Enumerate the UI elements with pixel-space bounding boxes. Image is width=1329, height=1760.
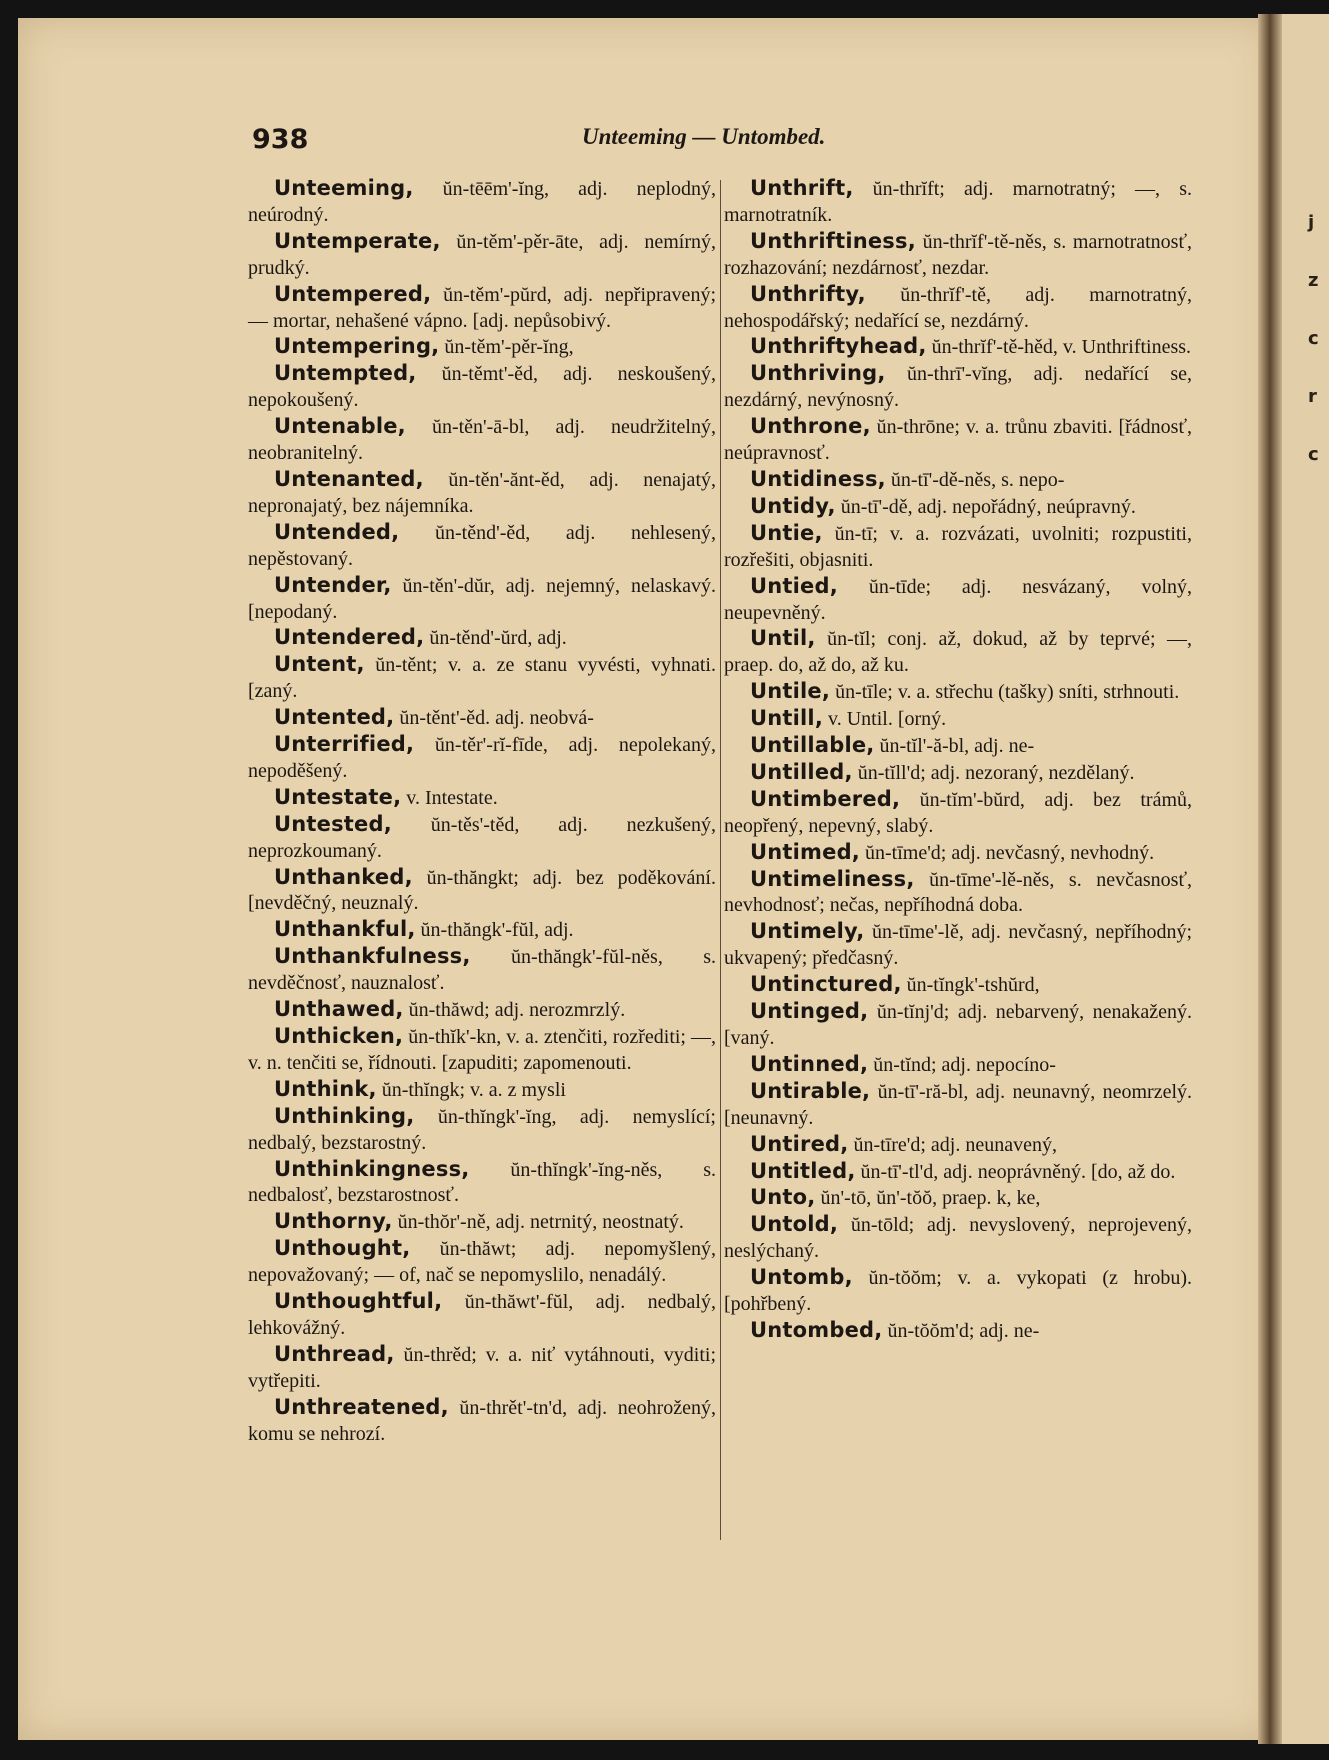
- headword: Untendered,: [274, 625, 425, 650]
- dictionary-entry: [248, 917, 716, 944]
- headword: Unterrified,: [274, 732, 415, 757]
- left-column: [248, 176, 716, 1448]
- entry-definition: ŭn-tīle; v. a. střechu (tašky) sníti, strhnouti.: [835, 681, 1180, 704]
- edge-letter: c: [1308, 444, 1319, 465]
- dictionary-entry: [724, 1132, 1192, 1159]
- dictionary-entry: [724, 999, 1192, 1052]
- entry-definition: ŭn-tīde; adj. nesvázaný, volný, neupevněný.: [724, 575, 1192, 624]
- headword: Untenanted,: [274, 466, 424, 491]
- entry-definition: ŭn-tī'-ră-bl, adj. neunavný, neomrzelý. [neunavný.: [724, 1080, 1193, 1129]
- headword: Untemperate,: [274, 228, 441, 253]
- entry-definition: ŭn-thŏr'-ně, adj. netrnitý, neostnatý.: [397, 1211, 684, 1234]
- entry-definition: ŭn-těm'-pŭrd, adj. nepřipravený; — mortar, nehašené vápno. [adj. nepůsobivý.: [248, 283, 716, 332]
- entry-definition: ŭn-tī; v. a. rozvázati, uvolniti; rozpustiti, rozřešiti, objasniti.: [724, 522, 1192, 571]
- entry-definition: ŭn-tĭl; conj. až, dokud, až by teprvé; —, praep. do, až do, až ku.: [724, 628, 1193, 677]
- headword: Untilled,: [750, 759, 853, 784]
- dictionary-entry: [248, 732, 716, 785]
- entry-definition: ŭn-tīme'-lě, adj. nevčasný, nepříhodný; ukvapený; předčasný.: [724, 921, 1192, 970]
- entry-definition: ŭn-thĭngk'-ĭng-něs, s. nedbalosť, bezstarostnosť.: [248, 1158, 717, 1207]
- dictionary-entry: [724, 176, 1192, 229]
- dictionary-entry: [248, 625, 716, 652]
- headword: Unthankfulness,: [274, 944, 471, 969]
- dictionary-entry: [248, 334, 716, 361]
- dictionary-entry: [248, 652, 716, 705]
- dictionary-entry: [248, 865, 716, 918]
- entry-definition: ŭn-thăngk'-fŭl-něs, s. nevděčnosť, nauznalosť.: [248, 946, 716, 995]
- headword: Unthink,: [274, 1076, 377, 1101]
- headword: Untenable,: [274, 414, 406, 439]
- dictionary-entry: [724, 787, 1192, 840]
- entry-definition: ŭn-tīre'd; adj. neunavený,: [853, 1133, 1057, 1156]
- entry-definition: ŭn-thăwt'-fŭl, adj. nedbalý, lehkovážný.: [248, 1291, 716, 1339]
- dictionary-entry: [248, 520, 716, 573]
- headword: Untestate,: [274, 784, 402, 809]
- dictionary-entry: [248, 997, 716, 1024]
- dictionary-entry: [724, 229, 1192, 282]
- headword: Untinned,: [750, 1051, 869, 1076]
- headword: Unthread,: [274, 1341, 395, 1366]
- headword: Untied,: [750, 573, 838, 598]
- headword: Untended,: [274, 519, 400, 544]
- entry-definition: ŭn-tĭnj'd; adj. nebarvený, nenakažený. [vaný.: [724, 1001, 1192, 1049]
- headword: Unthriving,: [750, 361, 886, 386]
- edge-letter: r: [1308, 386, 1317, 407]
- dictionary-entry: [724, 867, 1192, 920]
- headword: Unthriftyhead,: [750, 334, 927, 359]
- dictionary-entry: [248, 1395, 716, 1448]
- headword: Unthanked,: [274, 864, 413, 889]
- headword: Unthrifty,: [750, 281, 866, 306]
- headword: Unthicken,: [274, 1024, 404, 1048]
- entry-definition: ŭn-thrĭf'-tě-něs, s. marnotratnosť, rozhazování; nezdárnosť, nezdar.: [724, 230, 1193, 279]
- entry-definition: v. Intestate.: [406, 786, 498, 809]
- right-column: [724, 176, 1192, 1345]
- headword: Untold,: [750, 1212, 839, 1237]
- dictionary-entry: [724, 760, 1192, 787]
- headword: Unteeming,: [274, 176, 414, 200]
- dictionary-entry: [248, 1157, 716, 1210]
- headword: Untinged,: [750, 999, 869, 1024]
- headword: Untidy,: [750, 493, 836, 518]
- entry-definition: ŭn-tŏŏm; v. a. vykopati (z hrobu). [pohřbený.: [724, 1267, 1192, 1316]
- entry-definition: ŭn-thrī'-vĭng, adj. nedařící se, nezdárný, nevýnosný.: [724, 363, 1192, 412]
- entry-definition: ŭn-těs'-těd, adj. nezkušený, neprozkoumaný.: [248, 813, 717, 862]
- headword: Untimely,: [750, 919, 865, 944]
- dictionary-entry: [724, 574, 1192, 627]
- headword: Untimeliness,: [750, 866, 915, 891]
- headword: Untinctured,: [750, 972, 902, 997]
- dictionary-entry: [724, 919, 1192, 972]
- dictionary-entry: [724, 282, 1192, 335]
- entry-definition: ŭn-thăwd; adj. nerozmrzlý.: [408, 999, 626, 1022]
- dictionary-entry: [724, 1185, 1192, 1212]
- headword: Untirable,: [750, 1078, 871, 1103]
- entry-definition: ŭn-tēēm'-ĭng, adj. neplodný, neúrodný.: [248, 178, 717, 226]
- headword: Unthinkingness,: [274, 1156, 470, 1181]
- headword: Untempted,: [274, 361, 417, 386]
- dictionary-entry: [724, 494, 1192, 521]
- dictionary-entry: [248, 1236, 716, 1289]
- entry-definition: ŭn-thrĭft; adj. marnotratný; —, s. marnotratník.: [724, 178, 1192, 226]
- headword: Unthreatened,: [274, 1394, 449, 1419]
- dictionary-entry: [248, 812, 716, 865]
- entry-definition: ŭn-těnd'-ěd, adj. nehlesený, nepěstovaný.: [248, 521, 717, 570]
- headword: Unto,: [750, 1185, 816, 1210]
- dictionary-entry: [724, 1212, 1192, 1265]
- entry-definition: ŭn-tōld; adj. nevyslovený, neprojevený, neslýchaný.: [724, 1214, 1192, 1263]
- adjacent-page-edge: [1278, 14, 1329, 1744]
- dictionary-entry: [248, 785, 716, 812]
- adjacent-page-letters: [1308, 194, 1326, 484]
- headword: Untidiness,: [750, 466, 886, 491]
- dictionary-entry: [724, 1265, 1192, 1318]
- entry-definition: ŭn-tīme'd; adj. nevčasný, nevhodný.: [864, 841, 1155, 864]
- entry-definition: ŭn-thăngkt; adj. bez poděkování. [nevděčný, neuznalý.: [248, 866, 716, 915]
- headword: Untented,: [274, 705, 395, 730]
- dictionary-entry: [248, 467, 716, 520]
- book-gutter: [1258, 14, 1282, 1744]
- dictionary-entry: [724, 626, 1192, 679]
- dictionary-entry: [724, 1318, 1192, 1345]
- dictionary-entry: [248, 1289, 716, 1342]
- dictionary-entry: [248, 1209, 716, 1236]
- entry-definition: ŭn-tī'-tl'd, adj. neoprávněný. [do, až do.: [860, 1160, 1176, 1183]
- headword: Untired,: [750, 1131, 849, 1156]
- dictionary-entry: [724, 972, 1192, 999]
- headword: Untender,: [274, 572, 392, 597]
- dictionary-entry: [724, 1079, 1192, 1132]
- edge-letter: j: [1308, 212, 1315, 233]
- dictionary-entry: [724, 733, 1192, 760]
- entry-definition: ŭn-thrĭf'-tě, adj. marnotratný, nehospodářský; nedařící se, nezdárný.: [724, 283, 1192, 332]
- entry-definition: v. Until. [orný.: [828, 708, 947, 731]
- running-head: Unteeming — Untombed.: [582, 124, 826, 149]
- entry-definition: ŭn-tī'-dě, adj. nepořádný, neúpravný.: [840, 495, 1136, 518]
- headword: Untent,: [274, 652, 365, 677]
- dictionary-entry: [248, 229, 716, 282]
- dictionary-entry: [724, 840, 1192, 867]
- entry-definition: ŭn-těmt'-ěd, adj. neskoušený, nepokoušený.: [248, 363, 717, 412]
- entry-definition: ŭn-těnt'-ěd. adj. neobvá-: [399, 707, 594, 730]
- entry-definition: ŭn-těn'-ā-bl, adj. neudržitelný, neobranitelný.: [248, 416, 716, 465]
- entry-definition: ŭn-thrěd; v. a. niť vytáhnouti, vyditi; vytřepiti.: [248, 1343, 717, 1392]
- entry-definition: ŭn-thrět'-tn'd, adj. neohrožený, komu se nehrozí.: [248, 1396, 716, 1445]
- dictionary-entry: [248, 1077, 716, 1104]
- dictionary-entry: [248, 1104, 716, 1157]
- edge-letter: z: [1308, 270, 1319, 291]
- headword: Untimbered,: [750, 786, 901, 811]
- headword: Unthankful,: [274, 917, 416, 942]
- headword: Untested,: [274, 811, 392, 836]
- headword: Untill,: [750, 706, 824, 731]
- entry-definition: ŭn-thrĭf'-tě-hěd, v. Unthriftiness.: [931, 336, 1192, 359]
- dictionary-entry: [248, 573, 716, 626]
- entry-definition: ŭn'-tō, ŭn'-tŏŏ, praep. k, ke,: [820, 1187, 1041, 1210]
- entry-definition: ŭn-těn'-dŭr, adj. nejemný, nelaskavý. [nepodaný.: [248, 574, 716, 623]
- column-divider: [720, 180, 721, 1540]
- dictionary-entry: [724, 1159, 1192, 1186]
- headword: Untie,: [750, 520, 823, 545]
- headword: Unthrone,: [750, 414, 871, 439]
- entry-definition: ŭn-thĭk'-kn, v. a. ztenčiti, rozřediti; —, v. n. tenčiti se, řídnouti. [zapuditi; zapomenouti.: [248, 1026, 716, 1074]
- dictionary-entry: [724, 361, 1192, 414]
- entry-definition: ŭn-tīme'-lě-něs, s. nevčasnosť, nevhodnosť; nečas, nepříhodná doba.: [724, 868, 1193, 917]
- entry-definition: ŭn-tĭnd; adj. nepocíno-: [873, 1053, 1056, 1076]
- entry-definition: ŭn-thĭngk'-ĭng, adj. nemyslící; nedbalý, bezstarostný.: [248, 1105, 716, 1154]
- entry-definition: ŭn-thĭngk; v. a. z mysli: [381, 1078, 566, 1101]
- page-number: 938: [252, 124, 309, 155]
- headword: Until,: [750, 626, 816, 651]
- dictionary-entry: [248, 361, 716, 414]
- headword: Unthought,: [274, 1236, 411, 1261]
- dictionary-entry: [724, 334, 1192, 361]
- headword: Unthriftiness,: [750, 228, 916, 253]
- entry-definition: ŭn-tĭm'-bŭrd, adj. bez trámů, neopřený, nepevný, slabý.: [724, 788, 1192, 837]
- dictionary-entry: [248, 1024, 716, 1077]
- headword: Untile,: [750, 679, 831, 704]
- headword: Untitled,: [750, 1158, 856, 1183]
- entry-definition: ŭn-tĭll'd; adj. nezoraný, nezdělaný.: [857, 761, 1135, 784]
- headword: Untombed,: [750, 1317, 883, 1342]
- dictionary-entry: [724, 467, 1192, 494]
- dictionary-entry: [724, 706, 1192, 733]
- entry-definition: ŭn-těm'-pěr-ĭng,: [444, 336, 574, 359]
- headword: Unthoughtful,: [274, 1289, 443, 1314]
- entry-definition: ŭn-thrōne; v. a. trůnu zbaviti. [řádnosť, neúpravnosť.: [724, 416, 1193, 465]
- edge-letter: c: [1308, 328, 1319, 349]
- entry-definition: ŭn-tī'-dě-něs, s. nepo-: [890, 468, 1065, 491]
- entry-definition: ŭn-tĭl'-ă-bl, adj. ne-: [879, 735, 1035, 758]
- entry-definition: ŭn-těr'-rĭ-fīde, adj. nepolekaný, nepoděšený.: [248, 734, 716, 782]
- headword: Untimed,: [750, 839, 860, 864]
- entry-definition: ŭn-thăngk'-fŭl, adj.: [420, 919, 574, 942]
- headword: Untillable,: [750, 733, 875, 758]
- headword: Unthrift,: [750, 176, 854, 200]
- dictionary-entry: [248, 705, 716, 732]
- entry-definition: ŭn-těnd'-ŭrd, adj.: [429, 627, 567, 650]
- entry-definition: ŭn-těn'-ănt-ěd, adj. nenajatý, nepronajatý, bez nájemníka.: [248, 468, 716, 517]
- dictionary-entry: [724, 521, 1192, 574]
- headword: Unthinking,: [274, 1103, 415, 1128]
- dictionary-entry: [248, 944, 716, 997]
- entry-definition: ŭn-těm'-pěr-āte, adj. nemírný, prudký.: [248, 230, 716, 279]
- headword: Untempering,: [274, 334, 440, 359]
- headword: Untomb,: [750, 1265, 853, 1290]
- dictionary-entry: [248, 1342, 716, 1395]
- entry-definition: ŭn-těnt; v. a. ze stanu vyvésti, vyhnati. [zaný.: [248, 654, 716, 703]
- dictionary-entry: [248, 176, 716, 229]
- headword: Unthawed,: [274, 997, 404, 1022]
- dictionary-entry: [248, 414, 716, 467]
- dictionary-entry: [724, 414, 1192, 467]
- dictionary-entry: [724, 1052, 1192, 1079]
- dictionary-entry: [248, 282, 716, 335]
- entry-definition: ŭn-tŏŏm'd; adj. ne-: [887, 1319, 1040, 1342]
- headword: Untempered,: [274, 281, 432, 306]
- dictionary-entry: [724, 679, 1192, 706]
- entry-definition: ŭn-tĭngk'-tshŭrd,: [906, 974, 1040, 997]
- entry-definition: ŭn-thăwt; adj. nepomyšlený, nepovažovaný; — of, nač se nepomyslilo, nenadálý.: [248, 1238, 716, 1287]
- headword: Unthorny,: [274, 1209, 393, 1234]
